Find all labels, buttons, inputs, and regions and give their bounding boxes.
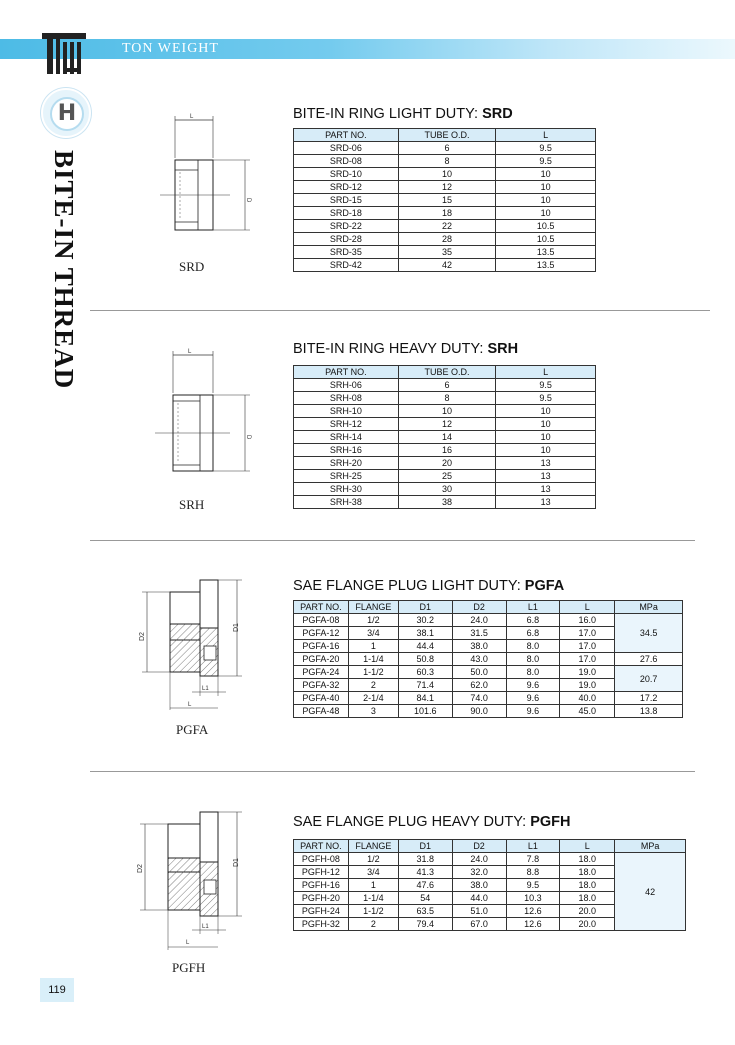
table-cell: 2-1/4 — [348, 692, 398, 705]
table-cell: 84.1 — [398, 692, 452, 705]
table-cell: 62.0 — [452, 679, 506, 692]
table-cell: 51.0 — [452, 905, 506, 918]
table-row — [294, 181, 596, 194]
table-cell: 16.0 — [560, 614, 615, 627]
table-cell: 44.4 — [398, 640, 452, 653]
table-cell: 15 — [398, 194, 496, 207]
column-header: TUBE O.D. — [398, 366, 496, 379]
table-cell: 28 — [398, 233, 496, 246]
table-cell: 67.0 — [452, 918, 506, 931]
srd-title: BITE-IN RING LIGHT DUTY: SRD — [293, 106, 513, 122]
table-cell: 47.6 — [398, 879, 452, 892]
mpa-cell: 17.2 — [615, 692, 683, 705]
brand-name: TON WEIGHT — [122, 41, 219, 56]
header-bar — [0, 39, 735, 59]
table-cell: 9.5 — [496, 392, 596, 405]
table-cell: SRD-15 — [294, 194, 399, 207]
table-cell: 6 — [398, 142, 496, 155]
table-cell: PGFH-24 — [294, 905, 349, 918]
table-cell: 20.0 — [560, 905, 615, 918]
table-cell: 38.0 — [452, 640, 506, 653]
table-cell: 30 — [398, 483, 496, 496]
table-cell: 1-1/2 — [348, 666, 398, 679]
table-cell: SRD-08 — [294, 155, 399, 168]
column-header: L1 — [506, 601, 560, 614]
table-cell: 16 — [398, 444, 496, 457]
table-cell: 9.5 — [506, 879, 560, 892]
header-row — [294, 366, 596, 379]
table-row — [294, 379, 596, 392]
table-cell: 19.0 — [560, 679, 615, 692]
dim-D1: D1 — [233, 623, 240, 632]
table-cell: 24.0 — [452, 853, 506, 866]
table-cell: 22 — [398, 220, 496, 233]
table-cell: 10 — [496, 194, 596, 207]
table-cell: SRH-10 — [294, 405, 399, 418]
table-row — [294, 444, 596, 457]
table-cell: 79.4 — [398, 918, 452, 931]
table-cell: 9.6 — [506, 679, 560, 692]
table-cell: 71.4 — [398, 679, 452, 692]
table-cell: 12 — [398, 418, 496, 431]
table-cell: PGFH-32 — [294, 918, 349, 931]
table-cell: 20.0 — [560, 918, 615, 931]
table-cell: PGFH-16 — [294, 879, 349, 892]
table-cell: 13 — [496, 457, 596, 470]
table-cell: 50.0 — [452, 666, 506, 679]
table-cell: 38 — [398, 496, 496, 509]
table-row — [294, 155, 596, 168]
table-cell: PGFH-08 — [294, 853, 349, 866]
table-cell: 8 — [398, 155, 496, 168]
table-cell: 41.3 — [398, 866, 452, 879]
table-cell: 50.8 — [398, 653, 452, 666]
column-header: L — [496, 366, 596, 379]
table-cell: 10 — [496, 207, 596, 220]
srh-drawing — [150, 345, 260, 495]
section-badge — [41, 88, 91, 138]
table-cell: 10 — [496, 405, 596, 418]
table-cell: 1/2 — [348, 614, 398, 627]
table-cell: 1-1/2 — [348, 905, 398, 918]
table-cell: 1/2 — [348, 853, 398, 866]
page-number: 119 — [40, 978, 74, 1002]
tw-logo-icon — [40, 30, 88, 76]
column-header: D1 — [398, 601, 452, 614]
table-cell: 6 — [398, 379, 496, 392]
column-header: D1 — [398, 840, 452, 853]
table-row — [294, 653, 683, 666]
table-cell: 17.0 — [560, 627, 615, 640]
table-row — [294, 496, 596, 509]
table-cell: 6.8 — [506, 627, 560, 640]
mpa-cell: 34.5 — [615, 614, 683, 653]
table-cell: 2 — [348, 679, 398, 692]
pgfh-table — [293, 839, 686, 931]
table-cell: 38.0 — [452, 879, 506, 892]
srd-label: SRD — [179, 259, 205, 274]
table-row — [294, 705, 683, 718]
table-cell: 18.0 — [560, 879, 615, 892]
svg-text:L: L — [186, 940, 190, 946]
table-cell: 17.0 — [560, 640, 615, 653]
table-cell: 18 — [398, 207, 496, 220]
table-row — [294, 246, 596, 259]
table-cell: 12.6 — [506, 918, 560, 931]
table-cell: 45.0 — [560, 705, 615, 718]
pgfa-title: SAE FLANGE PLUG LIGHT DUTY: PGFA — [293, 578, 565, 594]
table-cell: SRD-35 — [294, 246, 399, 259]
pgfh-title: SAE FLANGE PLUG HEAVY DUTY: PGFH — [293, 814, 571, 830]
table-cell: 43.0 — [452, 653, 506, 666]
table-cell: 10 — [398, 405, 496, 418]
table-cell: 13.5 — [496, 259, 596, 272]
srh-label: SRH — [179, 497, 205, 512]
pgfa-drawing — [132, 578, 252, 718]
table-row — [294, 470, 596, 483]
table-cell: 30.2 — [398, 614, 452, 627]
mpa-cell: 42 — [615, 853, 686, 931]
table-cell: 2 — [348, 918, 398, 931]
dim-L1: L1 — [202, 686, 209, 692]
table-cell: 90.0 — [452, 705, 506, 718]
table-cell: 18.0 — [560, 866, 615, 879]
table-cell: 3/4 — [348, 627, 398, 640]
table-cell: SRH-20 — [294, 457, 399, 470]
table-cell: 8.0 — [506, 653, 560, 666]
table-cell: 10 — [496, 418, 596, 431]
table-cell: 1-1/4 — [348, 653, 398, 666]
table-row — [294, 692, 683, 705]
table-cell: 20 — [398, 457, 496, 470]
table-cell: 1 — [348, 640, 398, 653]
table-cell: 1 — [348, 879, 398, 892]
table-row — [294, 259, 596, 272]
table-cell: 32.0 — [452, 866, 506, 879]
table-cell: SRH-16 — [294, 444, 399, 457]
table-cell: 10.5 — [496, 233, 596, 246]
column-header: L1 — [506, 840, 560, 853]
header-row — [294, 840, 686, 853]
table-cell: PGFA-32 — [294, 679, 349, 692]
column-header: FLANGE — [348, 840, 398, 853]
table-cell: SRH-25 — [294, 470, 399, 483]
table-cell: SRH-14 — [294, 431, 399, 444]
table-cell: 40.0 — [560, 692, 615, 705]
table-row — [294, 418, 596, 431]
header-row — [294, 129, 596, 142]
table-row — [294, 207, 596, 220]
table-cell: PGFA-48 — [294, 705, 349, 718]
table-cell: 35 — [398, 246, 496, 259]
table-cell: PGFH-20 — [294, 892, 349, 905]
table-cell: 10.5 — [496, 220, 596, 233]
table-cell: 8.0 — [506, 640, 560, 653]
table-row — [294, 614, 683, 627]
column-header: FLANGE — [348, 601, 398, 614]
table-cell: SRD-28 — [294, 233, 399, 246]
column-header: MPa — [615, 840, 686, 853]
table-row — [294, 431, 596, 444]
table-cell: SRH-30 — [294, 483, 399, 496]
divider — [90, 540, 695, 541]
table-cell: 42 — [398, 259, 496, 272]
table-cell: 8.0 — [506, 666, 560, 679]
table-cell: 19.0 — [560, 666, 615, 679]
mpa-cell: 13.8 — [615, 705, 683, 718]
table-cell: 7.8 — [506, 853, 560, 866]
table-cell: 10 — [496, 181, 596, 194]
table-cell: 13.5 — [496, 246, 596, 259]
table-cell: PGFA-40 — [294, 692, 349, 705]
table-cell: 13 — [496, 483, 596, 496]
column-header: D2 — [452, 840, 506, 853]
table-cell: SRD-12 — [294, 181, 399, 194]
table-cell: SRH-12 — [294, 418, 399, 431]
column-header: PART NO. — [294, 840, 349, 853]
divider — [90, 310, 710, 311]
table-cell: 54 — [398, 892, 452, 905]
table-cell: 8.8 — [506, 866, 560, 879]
dim-L: L — [190, 114, 194, 120]
srh-title: BITE-IN RING HEAVY DUTY: SRH — [293, 341, 519, 357]
svg-text:L: L — [188, 702, 192, 708]
table-cell: 9.5 — [496, 155, 596, 168]
table-row — [294, 392, 596, 405]
table-row — [294, 220, 596, 233]
table-cell: PGFH-12 — [294, 866, 349, 879]
table-row — [294, 142, 596, 155]
table-cell: SRH-38 — [294, 496, 399, 509]
table-cell: 101.6 — [398, 705, 452, 718]
table-row — [294, 483, 596, 496]
table-cell: SRD-42 — [294, 259, 399, 272]
table-cell: 10 — [496, 431, 596, 444]
table-cell: 6.8 — [506, 614, 560, 627]
table-cell: SRD-18 — [294, 207, 399, 220]
column-header: MPa — [615, 601, 683, 614]
table-cell: 17.0 — [560, 653, 615, 666]
table-cell: 3/4 — [348, 866, 398, 879]
table-row — [294, 666, 683, 679]
section-letter: H — [50, 97, 84, 131]
table-row — [294, 853, 686, 866]
table-cell: 13 — [496, 470, 596, 483]
svg-text:D2: D2 — [137, 864, 144, 873]
table-cell: 24.0 — [452, 614, 506, 627]
column-header: L — [560, 601, 615, 614]
table-cell: PGFA-12 — [294, 627, 349, 640]
dim-D: D — [245, 198, 251, 203]
table-cell: 10 — [398, 168, 496, 181]
table-cell: 60.3 — [398, 666, 452, 679]
column-header: D2 — [452, 601, 506, 614]
srd-table — [293, 128, 596, 272]
table-cell: 31.8 — [398, 853, 452, 866]
table-cell: 1-1/4 — [348, 892, 398, 905]
column-header: PART NO. — [294, 366, 399, 379]
column-header: L — [496, 129, 596, 142]
table-cell: 12.6 — [506, 905, 560, 918]
table-cell: PGFA-08 — [294, 614, 349, 627]
table-cell: SRD-22 — [294, 220, 399, 233]
table-cell: 38.1 — [398, 627, 452, 640]
table-cell: PGFA-20 — [294, 653, 349, 666]
srh-table — [293, 365, 596, 509]
divider — [90, 771, 695, 772]
svg-text:D1: D1 — [233, 858, 240, 867]
pgfa-table — [293, 600, 683, 718]
table-cell: SRD-06 — [294, 142, 399, 155]
vertical-title-text: BITE-IN THREAD — [49, 150, 79, 390]
table-row — [294, 194, 596, 207]
table-row — [294, 405, 596, 418]
svg-text:L1: L1 — [202, 924, 209, 930]
table-cell: 13 — [496, 496, 596, 509]
pgfh-label: PGFH — [172, 960, 206, 975]
mpa-cell: 20.7 — [615, 666, 683, 692]
table-cell: 8 — [398, 392, 496, 405]
table-cell: 9.6 — [506, 705, 560, 718]
table-cell: 10.3 — [506, 892, 560, 905]
vertical-title — [49, 150, 79, 390]
table-cell: 63.5 — [398, 905, 452, 918]
table-row — [294, 233, 596, 246]
table-cell: 25 — [398, 470, 496, 483]
column-header: PART NO. — [294, 129, 399, 142]
table-cell: 14 — [398, 431, 496, 444]
table-cell: PGFA-24 — [294, 666, 349, 679]
column-header: L — [560, 840, 615, 853]
table-row — [294, 457, 596, 470]
svg-text:D: D — [245, 435, 251, 440]
pgfa-label: PGFA — [176, 722, 209, 737]
table-row — [294, 168, 596, 181]
svg-text:L: L — [188, 349, 192, 355]
table-cell: 3 — [348, 705, 398, 718]
dim-D2: D2 — [139, 632, 146, 641]
table-cell: 18.0 — [560, 892, 615, 905]
table-cell: SRH-06 — [294, 379, 399, 392]
table-cell: 10 — [496, 168, 596, 181]
mpa-cell: 27.6 — [615, 653, 683, 666]
table-cell: 74.0 — [452, 692, 506, 705]
table-cell: 10 — [496, 444, 596, 457]
table-cell: 44.0 — [452, 892, 506, 905]
table-cell: 9.6 — [506, 692, 560, 705]
column-header: TUBE O.D. — [398, 129, 496, 142]
table-cell: 9.5 — [496, 142, 596, 155]
table-cell: 12 — [398, 181, 496, 194]
table-cell: PGFA-16 — [294, 640, 349, 653]
table-cell: SRD-10 — [294, 168, 399, 181]
header-row — [294, 601, 683, 614]
table-cell: 31.5 — [452, 627, 506, 640]
srd-drawing — [150, 110, 260, 260]
table-cell: 18.0 — [560, 853, 615, 866]
column-header: PART NO. — [294, 601, 349, 614]
table-cell: 9.5 — [496, 379, 596, 392]
pgfh-drawing — [132, 810, 252, 955]
table-cell: SRH-08 — [294, 392, 399, 405]
